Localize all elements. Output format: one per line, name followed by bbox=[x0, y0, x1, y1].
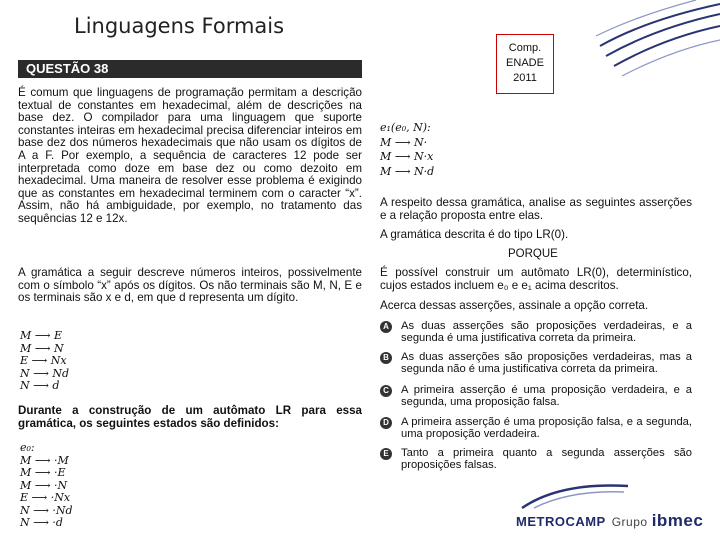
option-letter-badge: A bbox=[380, 321, 392, 333]
state-item: M ⟶ ·M bbox=[20, 453, 69, 467]
state-item: N ⟶ ·Nd bbox=[20, 503, 73, 517]
assertion-1: A gramática descrita é do tipo LR(0). bbox=[380, 228, 569, 241]
slide-title: Linguagens Formais bbox=[74, 14, 285, 38]
states-paragraph: Durante a construção de um autômato LR para essa gramática, os seguintes estados são definidos: bbox=[18, 404, 362, 430]
analysis-paragraph: A respeito dessa gramática, analise as seguintes asserções e a relação proposta entre elas. bbox=[380, 196, 692, 222]
option-b[interactable] bbox=[380, 351, 692, 376]
option-text: A primeira asserção é uma proposição verdadeira, e a segunda, uma proposição falsa. bbox=[401, 384, 692, 409]
state-item: M ⟶ N·x bbox=[380, 150, 434, 163]
option-e[interactable] bbox=[380, 447, 692, 472]
option-letter-badge: D bbox=[380, 417, 392, 429]
option-c[interactable] bbox=[380, 384, 692, 409]
option-text: Tanto a primeira quanto a segunda asserções são proposições falsas. bbox=[401, 447, 692, 472]
group-label: Grupo bbox=[611, 515, 648, 529]
state-label: e₁(e₀, N): bbox=[380, 121, 431, 134]
source-line-1: Comp. bbox=[508, 42, 542, 54]
logo-swoosh bbox=[520, 480, 630, 510]
state-label: e₀: bbox=[20, 441, 35, 454]
option-text: As duas asserções são proposições verdadeiras, mas a segunda não é uma justificativa correta da primeira. bbox=[401, 351, 692, 376]
option-letter-badge: B bbox=[380, 352, 392, 364]
state-item: M ⟶ N· bbox=[380, 135, 428, 149]
grammar-rule: N ⟶ d bbox=[20, 379, 60, 392]
metrocamp-logo bbox=[516, 511, 703, 531]
ibmec-label: ibmec bbox=[651, 511, 704, 530]
state-item: N ⟶ ·d bbox=[20, 516, 63, 529]
option-text: A primeira asserção é uma proposição falsa, e a segunda, uma proposição verdadeira. bbox=[401, 416, 692, 441]
state-e0 bbox=[20, 442, 73, 530]
state-e1 bbox=[380, 122, 434, 178]
porque-label: PORQUE bbox=[508, 248, 558, 260]
grammar-rule: M ⟶ N bbox=[20, 341, 64, 355]
option-a[interactable] bbox=[380, 320, 692, 345]
grammar-rule: E ⟶ Nx bbox=[20, 354, 67, 367]
corner-decoration bbox=[596, 0, 720, 96]
grammar-paragraph: A gramática a seguir descreve números inteiros, possivelmente com o símbolo “x” após os dígitos. Os não terminais são M, N, E e os terminais são x e d, em que d representa um dígito. bbox=[18, 266, 362, 305]
state-item: M ⟶ N·d bbox=[380, 164, 435, 178]
brand-name: METROCAMP bbox=[516, 514, 606, 529]
question-header: QUESTÃO 38 bbox=[18, 60, 362, 78]
answer-prompt: Acerca dessas asserções, assinale a opção correta. bbox=[380, 299, 649, 312]
state-item: E ⟶ ·Nx bbox=[20, 491, 71, 504]
option-letter-badge: C bbox=[380, 385, 392, 397]
grammar-rule: N ⟶ Nd bbox=[20, 366, 70, 380]
source-box bbox=[496, 34, 554, 94]
state-item: M ⟶ ·E bbox=[20, 466, 66, 479]
grammar-rule: M ⟶ E bbox=[20, 329, 63, 342]
option-text: As duas asserções são proposições verdadeiras, e a segunda é uma justificativa correta da primeira. bbox=[401, 320, 692, 345]
assertion-2: É possível construir um autômato LR(0), determinístico, cujos estados incluem e₀ e e₁ acima descritos. bbox=[380, 266, 692, 292]
option-letter-badge: E bbox=[380, 448, 392, 460]
source-line-3: 2011 bbox=[513, 72, 537, 84]
grammar-rules bbox=[20, 330, 69, 393]
option-d[interactable] bbox=[380, 416, 692, 441]
state-item: M ⟶ ·N bbox=[20, 478, 68, 492]
intro-paragraph: É comum que linguagens de programação permitam a descrição textual de constantes em hexadecimal, além de descrições na base dez. O compilador para uma linguagem que suporte constantes inteiras em hexadecimal precisa diferenciar inteiros em base dez dos números hexadecimais que não usam os dígitos de A a F. Por exemplo, a sequência de caracteres 12 pode ser interpretada como doze em base dez ou como dezoito em hexadecimal. Uma maneira de resolver esse problema é exigindo que as constantes em hexadecimal terminem com o caracter “x”. Assim, não há ambiguidade, por exemplo, no tratamento das sequências 12 e 12x. bbox=[18, 86, 362, 225]
source-line-2: ENADE bbox=[506, 57, 544, 69]
